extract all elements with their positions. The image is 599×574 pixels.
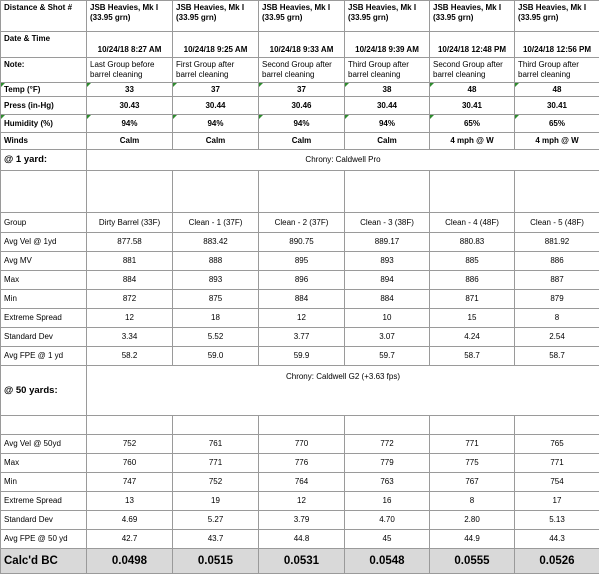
- stat-cell: 771: [173, 454, 259, 473]
- stat-cell: 8: [515, 309, 599, 328]
- temp-row: [1, 83, 599, 97]
- stat-cell: 886: [515, 252, 599, 271]
- date-cell: 10/24/18 9:25 AM: [173, 32, 259, 58]
- stat-cell: 754: [515, 473, 599, 492]
- stat-row-50yd: [1, 473, 599, 492]
- spacer-cell: [87, 416, 173, 435]
- stat-label: Avg FPE @ 1 yd: [1, 347, 87, 366]
- header-cell-6-line1: JSB Heavies, Mk I: [518, 3, 596, 13]
- bc-cell: 0.0531: [259, 549, 345, 574]
- stat-cell: 3.34: [87, 328, 173, 347]
- note-cell-line2: barrel cleaning: [262, 70, 341, 80]
- stat-cell: 896: [259, 271, 345, 290]
- note-row: [1, 58, 599, 83]
- stat-cell: 883.42: [173, 233, 259, 252]
- header-cell-1: [87, 1, 173, 32]
- stat-label: Extreme Spread: [1, 309, 87, 328]
- stat-label: Standard Dev: [1, 511, 87, 530]
- stat-label: Min: [1, 290, 87, 309]
- stat-cell: 885: [430, 252, 515, 271]
- bc-label: Calc'd BC: [1, 549, 87, 574]
- temp-cell: 38: [345, 83, 430, 97]
- stat-cell: 12: [259, 309, 345, 328]
- stat-cell: 884: [87, 271, 173, 290]
- note-cell-line2: barrel cleaning: [176, 70, 255, 80]
- spacer-cell: [515, 171, 599, 213]
- humidity-cell: 65%: [515, 115, 599, 133]
- stat-cell: 763: [345, 473, 430, 492]
- stat-label: Extreme Spread: [1, 492, 87, 511]
- stat-cell: 3.77: [259, 328, 345, 347]
- header-row: [1, 1, 599, 32]
- stat-row-1yd: [1, 271, 599, 290]
- stat-label: Avg MV: [1, 252, 87, 271]
- stat-cell: 5.52: [173, 328, 259, 347]
- group-cell: Clean - 5 (48F): [515, 213, 599, 233]
- stat-row-1yd: [1, 252, 599, 271]
- stat-cell: 747: [87, 473, 173, 492]
- header-cell-2-line2: (33.95 grn): [176, 13, 255, 23]
- spacer-cell: [345, 416, 430, 435]
- humidity-row: [1, 115, 599, 133]
- stat-cell: 771: [515, 454, 599, 473]
- note-cell-line1: Third Group after: [348, 60, 426, 70]
- pressure-cell: 30.46: [259, 97, 345, 115]
- distance-shot-label: Distance & Shot #: [1, 1, 87, 32]
- header-cell-1-line2: (33.95 grn): [90, 13, 169, 23]
- header-cell-2-line1: JSB Heavies, Mk I: [176, 3, 255, 13]
- stat-cell: 779: [345, 454, 430, 473]
- section-1yd-label: @ 1 yard:: [1, 150, 87, 171]
- section-1yd-row: [1, 150, 599, 171]
- stat-cell: 767: [430, 473, 515, 492]
- stat-row-1yd: [1, 347, 599, 366]
- stat-cell: 893: [173, 271, 259, 290]
- stat-cell: 893: [345, 252, 430, 271]
- stat-cell: 2.54: [515, 328, 599, 347]
- humidity-cell: 94%: [87, 115, 173, 133]
- stat-cell: 889.17: [345, 233, 430, 252]
- stat-cell: 895: [259, 252, 345, 271]
- stat-cell: 872: [87, 290, 173, 309]
- header-cell-2: [173, 1, 259, 32]
- bc-cell: 0.0515: [173, 549, 259, 574]
- group-cell: Dirty Barrel (33F): [87, 213, 173, 233]
- stat-cell: 894: [345, 271, 430, 290]
- temp-cell: 48: [515, 83, 599, 97]
- stat-row-1yd: [1, 233, 599, 252]
- stat-cell: 5.27: [173, 511, 259, 530]
- group-cell: Clean - 2 (37F): [259, 213, 345, 233]
- winds-cell: Calm: [259, 133, 345, 150]
- note-cell-line1: Third Group after: [518, 60, 596, 70]
- stat-cell: 871: [430, 290, 515, 309]
- note-label: Note:: [1, 58, 87, 83]
- note-cell-line2: barrel cleaning: [90, 70, 169, 80]
- group-label: Group: [1, 213, 87, 233]
- stat-cell: 752: [87, 435, 173, 454]
- stat-cell: 4.69: [87, 511, 173, 530]
- stat-cell: 881.92: [515, 233, 599, 252]
- stat-cell: 45: [345, 530, 430, 549]
- note-cell: [87, 58, 173, 83]
- stat-cell: 4.24: [430, 328, 515, 347]
- stat-cell: 10: [345, 309, 430, 328]
- humidity-label: Humidity (%): [1, 115, 87, 133]
- winds-cell: Calm: [87, 133, 173, 150]
- group-cell: Clean - 1 (37F): [173, 213, 259, 233]
- section-50yd-label: @ 50 yards:: [1, 366, 87, 416]
- humidity-cell: 94%: [259, 115, 345, 133]
- stat-cell: 890.75: [259, 233, 345, 252]
- date-cell: 10/24/18 9:33 AM: [259, 32, 345, 58]
- date-cell: 10/24/18 9:39 AM: [345, 32, 430, 58]
- pressure-cell: 30.41: [430, 97, 515, 115]
- bc-cell: 0.0498: [87, 549, 173, 574]
- humidity-cell: 65%: [430, 115, 515, 133]
- stat-label: Max: [1, 454, 87, 473]
- date-cell: 10/24/18 12:48 PM: [430, 32, 515, 58]
- header-cell-3: [259, 1, 345, 32]
- stat-cell: 761: [173, 435, 259, 454]
- date-row: [1, 32, 599, 58]
- note-cell-line2: barrel cleaning: [433, 70, 511, 80]
- stat-cell: 13: [87, 492, 173, 511]
- winds-cell: Calm: [345, 133, 430, 150]
- header-cell-4-line1: JSB Heavies, Mk I: [348, 3, 426, 13]
- winds-row: [1, 133, 599, 150]
- spacer-row: [1, 416, 599, 435]
- stat-cell: 771: [430, 435, 515, 454]
- winds-cell: 4 mph @ W: [515, 133, 599, 150]
- stat-label: Avg Vel @ 50yd: [1, 435, 87, 454]
- stat-cell: 881: [87, 252, 173, 271]
- header-cell-1-line1: JSB Heavies, Mk I: [90, 3, 169, 13]
- stat-label: Avg FPE @ 50 yd: [1, 530, 87, 549]
- stat-row-50yd: [1, 492, 599, 511]
- spacer-cell: [173, 416, 259, 435]
- note-cell-line2: barrel cleaning: [518, 70, 596, 80]
- note-cell: [173, 58, 259, 83]
- spacer-cell: [1, 171, 87, 213]
- header-cell-4-line2: (33.95 grn): [348, 13, 426, 23]
- group-row: [1, 213, 599, 233]
- stat-label: Avg Vel @ 1yd: [1, 233, 87, 252]
- spacer-cell: [345, 171, 430, 213]
- stat-cell: 44.9: [430, 530, 515, 549]
- stat-row-50yd: [1, 435, 599, 454]
- stat-cell: 15: [430, 309, 515, 328]
- pressure-cell: 30.43: [87, 97, 173, 115]
- temp-cell: 37: [259, 83, 345, 97]
- stat-cell: 59.0: [173, 347, 259, 366]
- header-cell-5: [430, 1, 515, 32]
- stat-cell: 877.58: [87, 233, 173, 252]
- section-50yd-row: [1, 366, 599, 416]
- winds-cell: 4 mph @ W: [430, 133, 515, 150]
- header-cell-5-line1: JSB Heavies, Mk I: [433, 3, 511, 13]
- header-cell-3-line1: JSB Heavies, Mk I: [262, 3, 341, 13]
- header-cell-4: [345, 1, 430, 32]
- note-cell: [259, 58, 345, 83]
- spacer-cell: [87, 171, 173, 213]
- stat-cell: 58.7: [515, 347, 599, 366]
- note-cell-line1: First Group after: [176, 60, 255, 70]
- temp-cell: 37: [173, 83, 259, 97]
- note-cell: [515, 58, 599, 83]
- stat-cell: 58.2: [87, 347, 173, 366]
- stat-cell: 772: [345, 435, 430, 454]
- spacer-cell: [259, 416, 345, 435]
- stat-cell: 884: [259, 290, 345, 309]
- header-cell-3-line2: (33.95 grn): [262, 13, 341, 23]
- stat-cell: 58.7: [430, 347, 515, 366]
- stat-cell: 886: [430, 271, 515, 290]
- stat-cell: 42.7: [87, 530, 173, 549]
- note-cell-line1: Last Group before: [90, 60, 169, 70]
- temp-label: Temp (°F): [1, 83, 87, 97]
- stat-row-50yd: [1, 511, 599, 530]
- note-cell-line2: barrel cleaning: [348, 70, 426, 80]
- stat-cell: 3.07: [345, 328, 430, 347]
- pressure-row: [1, 97, 599, 115]
- stat-cell: 12: [259, 492, 345, 511]
- stat-cell: 875: [173, 290, 259, 309]
- stat-cell: 884: [345, 290, 430, 309]
- date-cell: 10/24/18 12:56 PM: [515, 32, 599, 58]
- pressure-cell: 30.44: [173, 97, 259, 115]
- winds-cell: Calm: [173, 133, 259, 150]
- stat-cell: 3.79: [259, 511, 345, 530]
- date-cell: 10/24/18 8:27 AM: [87, 32, 173, 58]
- group-cell: Clean - 4 (48F): [430, 213, 515, 233]
- humidity-cell: 94%: [173, 115, 259, 133]
- stat-cell: 18: [173, 309, 259, 328]
- stat-label: Min: [1, 473, 87, 492]
- spacer-cell: [515, 416, 599, 435]
- bc-cell: 0.0555: [430, 549, 515, 574]
- spacer-cell: [430, 171, 515, 213]
- stat-cell: 12: [87, 309, 173, 328]
- stat-cell: 44.3: [515, 530, 599, 549]
- stat-cell: 16: [345, 492, 430, 511]
- stat-row-50yd: [1, 530, 599, 549]
- header-cell-6: [515, 1, 599, 32]
- stat-cell: 760: [87, 454, 173, 473]
- stat-cell: 879: [515, 290, 599, 309]
- bc-cell: 0.0526: [515, 549, 599, 574]
- stat-cell: 776: [259, 454, 345, 473]
- stat-cell: 8: [430, 492, 515, 511]
- spacer-cell: [430, 416, 515, 435]
- stat-cell: 19: [173, 492, 259, 511]
- stat-cell: 887: [515, 271, 599, 290]
- header-cell-6-line2: (33.95 grn): [518, 13, 596, 23]
- stat-cell: 765: [515, 435, 599, 454]
- bc-cell: 0.0548: [345, 549, 430, 574]
- spacer-cell: [1, 416, 87, 435]
- spacer-cell: [259, 171, 345, 213]
- stat-row-50yd: [1, 454, 599, 473]
- pressure-label: Press (in-Hg): [1, 97, 87, 115]
- stat-cell: 44.8: [259, 530, 345, 549]
- date-label: Date & Time: [1, 32, 87, 58]
- pressure-cell: 30.44: [345, 97, 430, 115]
- stat-cell: 59.9: [259, 347, 345, 366]
- note-cell-line1: Second Group after: [262, 60, 341, 70]
- stat-row-1yd: [1, 290, 599, 309]
- spacer-row: [1, 171, 599, 213]
- stat-label: Standard Dev: [1, 328, 87, 347]
- stat-cell: 59.7: [345, 347, 430, 366]
- note-cell-line1: Second Group after: [433, 60, 511, 70]
- stat-cell: 770: [259, 435, 345, 454]
- stat-cell: 5.13: [515, 511, 599, 530]
- temp-cell: 33: [87, 83, 173, 97]
- stat-row-1yd: [1, 309, 599, 328]
- stat-cell: 764: [259, 473, 345, 492]
- stat-row-1yd: [1, 328, 599, 347]
- chrony-50yd-label: Chrony: Caldwell G2 (+3.63 fps): [87, 366, 599, 416]
- stat-cell: 888: [173, 252, 259, 271]
- stat-cell: 17: [515, 492, 599, 511]
- winds-label: Winds: [1, 133, 87, 150]
- stat-cell: 775: [430, 454, 515, 473]
- note-cell: [430, 58, 515, 83]
- stat-label: Max: [1, 271, 87, 290]
- stat-cell: 4.70: [345, 511, 430, 530]
- pressure-cell: 30.41: [515, 97, 599, 115]
- header-cell-5-line2: (33.95 grn): [433, 13, 511, 23]
- stat-cell: 43.7: [173, 530, 259, 549]
- stat-cell: 880.83: [430, 233, 515, 252]
- temp-cell: 48: [430, 83, 515, 97]
- group-cell: Clean - 3 (38F): [345, 213, 430, 233]
- stat-cell: 752: [173, 473, 259, 492]
- bc-row: [1, 549, 599, 574]
- spacer-cell: [173, 171, 259, 213]
- humidity-cell: 94%: [345, 115, 430, 133]
- note-cell: [345, 58, 430, 83]
- chrony-1yd-label: Chrony: Caldwell Pro: [87, 150, 599, 171]
- stat-cell: 2.80: [430, 511, 515, 530]
